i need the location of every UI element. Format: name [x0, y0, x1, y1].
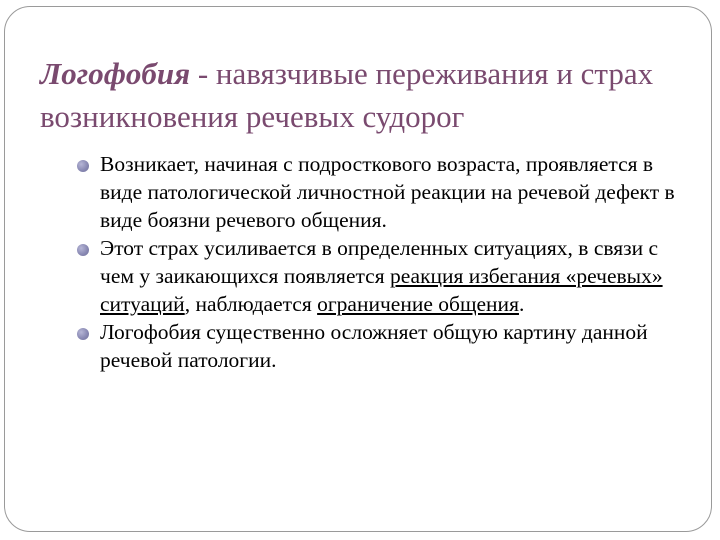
title-term: Логофобия: [40, 56, 191, 91]
bullet-text: .: [518, 292, 525, 316]
bullet-text: Этот страх усиливается в определенных ситуациях, в связи с чем у заикающихся появляется: [100, 236, 659, 288]
underlined-term-avoidance: реакция избегания «речевых» ситуаций: [100, 264, 663, 316]
title-rest: - навязчивые переживания и страх возникновения речевых судорог: [40, 56, 654, 134]
underlined-term-limitation: ограничение общения: [317, 292, 519, 316]
bullet-item-2: [76, 234, 696, 318]
round-bullet-icon: [77, 244, 89, 256]
bullet-text: Логофобия существенно осложняет общую картину данной речевой патологии.: [100, 320, 648, 372]
bullet-text: Возникает, начиная с подросткового возраста, проявляется в виде патологической личностной реакции на речевой дефект в виде боязни речевого общения.: [100, 152, 675, 232]
bullet-text: , наблюдается: [184, 292, 318, 316]
bullet-item-3: [76, 318, 696, 374]
slide-title: [40, 52, 700, 138]
round-bullet-icon: [77, 160, 89, 172]
bullet-list: [76, 150, 696, 374]
round-bullet-icon: [77, 328, 89, 340]
bullet-item-1: [76, 150, 696, 234]
